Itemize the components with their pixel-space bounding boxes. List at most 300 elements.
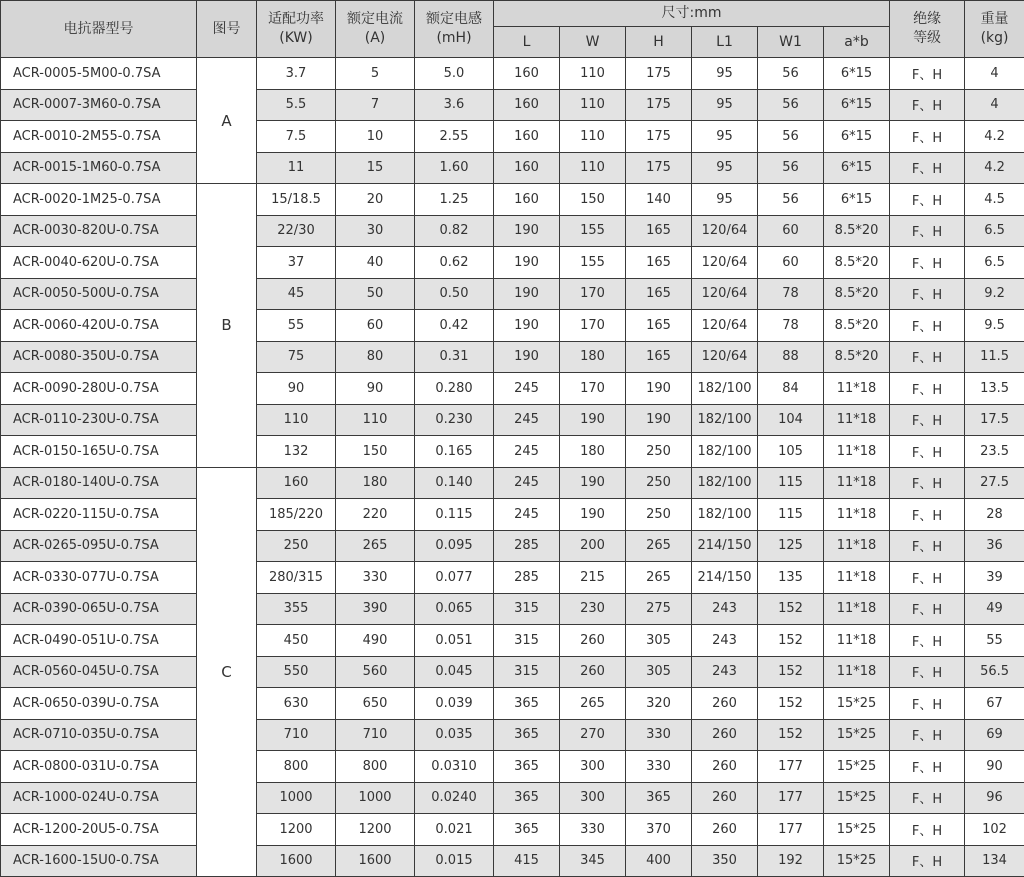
dim-ab-cell: 6*15 <box>824 58 890 90</box>
dim-ab-cell: 6*15 <box>824 89 890 121</box>
table-row <box>1 688 1024 720</box>
dim-L-cell: 365 <box>494 719 560 751</box>
insulation-cell: F、H <box>890 530 965 562</box>
inductance-cell: 0.31 <box>415 341 494 373</box>
current-cell: 1000 <box>336 782 415 814</box>
dim-L-cell: 285 <box>494 562 560 594</box>
dim-L-cell: 160 <box>494 58 560 90</box>
current-cell: 150 <box>336 436 415 468</box>
insulation-cell: F、H <box>890 845 965 877</box>
inductance-cell: 0.140 <box>415 467 494 499</box>
dim-L-cell: 190 <box>494 247 560 279</box>
model-cell: ACR-0010-2M55-0.7SA <box>1 121 197 153</box>
current-cell: 800 <box>336 751 415 783</box>
weight-cell: 13.5 <box>965 373 1024 405</box>
insulation-cell: F、H <box>890 436 965 468</box>
insulation-cell: F、H <box>890 782 965 814</box>
inductance-cell: 0.42 <box>415 310 494 342</box>
table-row <box>1 530 1024 562</box>
dim-L1-cell: 95 <box>692 89 758 121</box>
dim-ab-cell: 11*18 <box>824 625 890 657</box>
insulation-cell: F、H <box>890 89 965 121</box>
dim-W1-cell: 177 <box>758 782 824 814</box>
dim-L-cell: 315 <box>494 656 560 688</box>
dim-W-cell: 200 <box>560 530 626 562</box>
model-cell: ACR-0020-1M25-0.7SA <box>1 184 197 216</box>
dim-W1-cell: 104 <box>758 404 824 436</box>
weight-cell: 49 <box>965 593 1024 625</box>
dim-ab-cell: 15*25 <box>824 688 890 720</box>
current-cell: 1200 <box>336 814 415 846</box>
dim-L-cell: 190 <box>494 278 560 310</box>
dim-W1-cell: 177 <box>758 814 824 846</box>
insulation-cell: F、H <box>890 184 965 216</box>
dim-L-cell: 190 <box>494 215 560 247</box>
dim-ab-cell: 11*18 <box>824 530 890 562</box>
power-cell: 22/30 <box>257 215 336 247</box>
power-cell: 550 <box>257 656 336 688</box>
power-cell: 1200 <box>257 814 336 846</box>
power-cell: 37 <box>257 247 336 279</box>
insulation-cell: F、H <box>890 373 965 405</box>
dim-L1-cell: 95 <box>692 58 758 90</box>
dim-ab-cell: 15*25 <box>824 782 890 814</box>
header-dim-W1: W1 <box>758 27 824 58</box>
dim-W1-cell: 84 <box>758 373 824 405</box>
weight-cell: 6.5 <box>965 247 1024 279</box>
weight-cell: 56.5 <box>965 656 1024 688</box>
table-row <box>1 782 1024 814</box>
dim-H-cell: 370 <box>626 814 692 846</box>
model-cell: ACR-0050-500U-0.7SA <box>1 278 197 310</box>
dim-W1-cell: 56 <box>758 89 824 121</box>
header-dim-L1: L1 <box>692 27 758 58</box>
inductance-cell: 1.60 <box>415 152 494 184</box>
table-row <box>1 814 1024 846</box>
dim-W-cell: 300 <box>560 782 626 814</box>
power-cell: 5.5 <box>257 89 336 121</box>
table-row <box>1 89 1024 121</box>
current-cell: 710 <box>336 719 415 751</box>
weight-cell: 90 <box>965 751 1024 783</box>
dim-H-cell: 330 <box>626 751 692 783</box>
power-cell: 45 <box>257 278 336 310</box>
table-row <box>1 562 1024 594</box>
dim-L-cell: 245 <box>494 499 560 531</box>
header-power-label: 适配功率 <box>268 11 324 27</box>
inductance-cell: 0.62 <box>415 247 494 279</box>
insulation-cell: F、H <box>890 341 965 373</box>
current-cell: 30 <box>336 215 415 247</box>
dim-H-cell: 165 <box>626 215 692 247</box>
insulation-cell: F、H <box>890 310 965 342</box>
table-row <box>1 341 1024 373</box>
dim-H-cell: 175 <box>626 89 692 121</box>
header-current-label: 额定电流 <box>347 11 403 27</box>
dim-H-cell: 175 <box>626 121 692 153</box>
model-cell: ACR-0800-031U-0.7SA <box>1 751 197 783</box>
model-cell: ACR-0220-115U-0.7SA <box>1 499 197 531</box>
dim-L-cell: 285 <box>494 530 560 562</box>
inductance-cell: 0.077 <box>415 562 494 594</box>
power-cell: 75 <box>257 341 336 373</box>
dim-L-cell: 245 <box>494 373 560 405</box>
dim-H-cell: 165 <box>626 341 692 373</box>
insulation-cell: F、H <box>890 814 965 846</box>
dim-L-cell: 160 <box>494 184 560 216</box>
dim-ab-cell: 8.5*20 <box>824 341 890 373</box>
dim-L1-cell: 214/150 <box>692 530 758 562</box>
dim-H-cell: 250 <box>626 436 692 468</box>
dim-H-cell: 190 <box>626 404 692 436</box>
model-cell: ACR-0007-3M60-0.7SA <box>1 89 197 121</box>
dim-W-cell: 170 <box>560 278 626 310</box>
dim-W-cell: 170 <box>560 373 626 405</box>
header-power <box>257 1 336 58</box>
current-cell: 7 <box>336 89 415 121</box>
current-cell: 110 <box>336 404 415 436</box>
current-cell: 40 <box>336 247 415 279</box>
header-model-label: 电抗器型号 <box>63 20 134 37</box>
dim-W-cell: 260 <box>560 625 626 657</box>
model-cell: ACR-0560-045U-0.7SA <box>1 656 197 688</box>
dim-ab-cell: 11*18 <box>824 373 890 405</box>
table-row <box>1 278 1024 310</box>
dim-L-cell: 160 <box>494 152 560 184</box>
table-row <box>1 593 1024 625</box>
weight-cell: 96 <box>965 782 1024 814</box>
table-row <box>1 58 1024 90</box>
dim-W-cell: 190 <box>560 404 626 436</box>
table-body <box>1 58 1024 877</box>
dim-W1-cell: 88 <box>758 341 824 373</box>
power-cell: 55 <box>257 310 336 342</box>
model-cell: ACR-1200-20U5-0.7SA <box>1 814 197 846</box>
dim-W1-cell: 152 <box>758 688 824 720</box>
inductance-cell: 0.0310 <box>415 751 494 783</box>
dim-H-cell: 265 <box>626 562 692 594</box>
header-weight-label: 重量 <box>980 11 1009 27</box>
dim-W-cell: 260 <box>560 656 626 688</box>
header-current <box>336 1 415 58</box>
dim-W-cell: 180 <box>560 341 626 373</box>
dim-W-cell: 345 <box>560 845 626 877</box>
model-cell: ACR-0005-5M00-0.7SA <box>1 58 197 90</box>
dim-L1-cell: 243 <box>692 593 758 625</box>
insulation-cell: F、H <box>890 278 965 310</box>
inductance-cell: 0.039 <box>415 688 494 720</box>
dim-W-cell: 170 <box>560 310 626 342</box>
insulation-cell: F、H <box>890 593 965 625</box>
dim-ab-cell: 15*25 <box>824 845 890 877</box>
dim-ab-cell: 6*15 <box>824 121 890 153</box>
weight-cell: 55 <box>965 625 1024 657</box>
insulation-cell: F、H <box>890 467 965 499</box>
dim-ab-cell: 8.5*20 <box>824 278 890 310</box>
model-cell: ACR-0040-620U-0.7SA <box>1 247 197 279</box>
dim-ab-cell: 6*15 <box>824 152 890 184</box>
table-row <box>1 184 1024 216</box>
dim-ab-cell: 11*18 <box>824 656 890 688</box>
current-cell: 490 <box>336 625 415 657</box>
dim-H-cell: 265 <box>626 530 692 562</box>
dim-H-cell: 175 <box>626 152 692 184</box>
dim-L1-cell: 260 <box>692 814 758 846</box>
table-row <box>1 215 1024 247</box>
dim-L1-cell: 182/100 <box>692 436 758 468</box>
dim-L1-cell: 120/64 <box>692 341 758 373</box>
dim-L-cell: 365 <box>494 814 560 846</box>
dim-W-cell: 110 <box>560 58 626 90</box>
dim-W1-cell: 192 <box>758 845 824 877</box>
dim-W-cell: 270 <box>560 719 626 751</box>
insulation-cell: F、H <box>890 215 965 247</box>
weight-cell: 28 <box>965 499 1024 531</box>
insulation-cell: F、H <box>890 404 965 436</box>
dim-ab-cell: 6*15 <box>824 184 890 216</box>
power-cell: 1000 <box>257 782 336 814</box>
current-cell: 80 <box>336 341 415 373</box>
table-row <box>1 845 1024 877</box>
dim-W-cell: 110 <box>560 89 626 121</box>
header-insulation <box>890 1 965 58</box>
current-cell: 220 <box>336 499 415 531</box>
dim-L-cell: 160 <box>494 89 560 121</box>
dim-W-cell: 265 <box>560 688 626 720</box>
dim-ab-cell: 11*18 <box>824 467 890 499</box>
power-cell: 15/18.5 <box>257 184 336 216</box>
model-cell: ACR-0080-350U-0.7SA <box>1 341 197 373</box>
dim-L1-cell: 350 <box>692 845 758 877</box>
power-cell: 160 <box>257 467 336 499</box>
dim-H-cell: 275 <box>626 593 692 625</box>
model-cell: ACR-0650-039U-0.7SA <box>1 688 197 720</box>
dim-L1-cell: 260 <box>692 782 758 814</box>
dim-W1-cell: 152 <box>758 719 824 751</box>
dim-W1-cell: 115 <box>758 499 824 531</box>
dim-L1-cell: 95 <box>692 152 758 184</box>
dim-W1-cell: 177 <box>758 751 824 783</box>
dim-L1-cell: 243 <box>692 656 758 688</box>
current-cell: 560 <box>336 656 415 688</box>
dim-W1-cell: 56 <box>758 58 824 90</box>
insulation-cell: F、H <box>890 719 965 751</box>
dim-L1-cell: 120/64 <box>692 310 758 342</box>
table-row <box>1 121 1024 153</box>
inductance-cell: 0.051 <box>415 625 494 657</box>
table-row <box>1 656 1024 688</box>
dim-ab-cell: 8.5*20 <box>824 310 890 342</box>
header-dimensions <box>494 1 890 27</box>
dim-L1-cell: 95 <box>692 121 758 153</box>
weight-cell: 4.5 <box>965 184 1024 216</box>
power-cell: 355 <box>257 593 336 625</box>
power-cell: 630 <box>257 688 336 720</box>
power-cell: 110 <box>257 404 336 436</box>
dim-L-cell: 245 <box>494 436 560 468</box>
header-weight <box>965 1 1024 58</box>
model-cell: ACR-0090-280U-0.7SA <box>1 373 197 405</box>
weight-cell: 67 <box>965 688 1024 720</box>
table-row <box>1 373 1024 405</box>
inductance-cell: 0.095 <box>415 530 494 562</box>
power-cell: 450 <box>257 625 336 657</box>
current-cell: 180 <box>336 467 415 499</box>
weight-cell: 4 <box>965 58 1024 90</box>
power-cell: 710 <box>257 719 336 751</box>
dim-L-cell: 365 <box>494 751 560 783</box>
power-cell: 280/315 <box>257 562 336 594</box>
weight-cell: 4 <box>965 89 1024 121</box>
inductance-cell: 1.25 <box>415 184 494 216</box>
inductance-cell: 0.065 <box>415 593 494 625</box>
dim-H-cell: 175 <box>626 58 692 90</box>
dim-L1-cell: 182/100 <box>692 373 758 405</box>
current-cell: 50 <box>336 278 415 310</box>
power-cell: 800 <box>257 751 336 783</box>
table-row <box>1 467 1024 499</box>
power-cell: 250 <box>257 530 336 562</box>
dim-ab-cell: 15*25 <box>824 751 890 783</box>
dim-L-cell: 365 <box>494 688 560 720</box>
insulation-cell: F、H <box>890 121 965 153</box>
current-cell: 390 <box>336 593 415 625</box>
power-cell: 7.5 <box>257 121 336 153</box>
header-insulation-label: 绝缘 <box>913 11 942 27</box>
current-cell: 20 <box>336 184 415 216</box>
insulation-cell: F、H <box>890 499 965 531</box>
model-cell: ACR-0015-1M60-0.7SA <box>1 152 197 184</box>
inductance-cell: 0.50 <box>415 278 494 310</box>
current-cell: 10 <box>336 121 415 153</box>
dim-W1-cell: 135 <box>758 562 824 594</box>
dim-H-cell: 250 <box>626 467 692 499</box>
inductance-cell: 3.6 <box>415 89 494 121</box>
dim-W-cell: 300 <box>560 751 626 783</box>
model-cell: ACR-0265-095U-0.7SA <box>1 530 197 562</box>
dim-L1-cell: 214/150 <box>692 562 758 594</box>
current-cell: 1600 <box>336 845 415 877</box>
dim-ab-cell: 11*18 <box>824 562 890 594</box>
dim-L1-cell: 260 <box>692 751 758 783</box>
header-dim-W: W <box>560 27 626 58</box>
model-cell: ACR-0030-820U-0.7SA <box>1 215 197 247</box>
dim-L1-cell: 182/100 <box>692 499 758 531</box>
header-dimensions-label: 尺寸:mm <box>661 5 722 21</box>
table-row <box>1 310 1024 342</box>
header-weight-unit: (kg) <box>980 30 1009 46</box>
table-row <box>1 404 1024 436</box>
dim-W-cell: 190 <box>560 467 626 499</box>
weight-cell: 27.5 <box>965 467 1024 499</box>
dim-W1-cell: 56 <box>758 152 824 184</box>
power-cell: 132 <box>257 436 336 468</box>
model-cell: ACR-0060-420U-0.7SA <box>1 310 197 342</box>
dim-H-cell: 400 <box>626 845 692 877</box>
dim-L-cell: 315 <box>494 625 560 657</box>
table-row <box>1 436 1024 468</box>
dim-W1-cell: 105 <box>758 436 824 468</box>
dim-W1-cell: 56 <box>758 184 824 216</box>
dim-L1-cell: 120/64 <box>692 215 758 247</box>
dim-L-cell: 315 <box>494 593 560 625</box>
model-cell: ACR-1000-024U-0.7SA <box>1 782 197 814</box>
power-cell: 1600 <box>257 845 336 877</box>
dim-ab-cell: 11*18 <box>824 436 890 468</box>
power-cell: 185/220 <box>257 499 336 531</box>
current-cell: 15 <box>336 152 415 184</box>
table-row <box>1 719 1024 751</box>
inductance-cell: 0.82 <box>415 215 494 247</box>
inductance-cell: 0.230 <box>415 404 494 436</box>
dim-L1-cell: 243 <box>692 625 758 657</box>
dim-W-cell: 330 <box>560 814 626 846</box>
dim-W1-cell: 115 <box>758 467 824 499</box>
dim-ab-cell: 11*18 <box>824 593 890 625</box>
insulation-cell: F、H <box>890 562 965 594</box>
inductance-cell: 0.0240 <box>415 782 494 814</box>
dim-W-cell: 155 <box>560 247 626 279</box>
weight-cell: 4.2 <box>965 121 1024 153</box>
power-cell: 3.7 <box>257 58 336 90</box>
dim-H-cell: 250 <box>626 499 692 531</box>
insulation-cell: F、H <box>890 688 965 720</box>
dim-W1-cell: 152 <box>758 625 824 657</box>
inductance-cell: 0.165 <box>415 436 494 468</box>
weight-cell: 11.5 <box>965 341 1024 373</box>
figure-cell: C <box>197 467 257 877</box>
dim-L1-cell: 182/100 <box>692 467 758 499</box>
weight-cell: 4.2 <box>965 152 1024 184</box>
dim-L-cell: 245 <box>494 404 560 436</box>
dim-W1-cell: 60 <box>758 215 824 247</box>
weight-cell: 36 <box>965 530 1024 562</box>
dim-W1-cell: 152 <box>758 656 824 688</box>
model-cell: ACR-0710-035U-0.7SA <box>1 719 197 751</box>
dim-L-cell: 245 <box>494 467 560 499</box>
weight-cell: 102 <box>965 814 1024 846</box>
dim-L-cell: 160 <box>494 121 560 153</box>
current-cell: 90 <box>336 373 415 405</box>
current-cell: 650 <box>336 688 415 720</box>
dim-H-cell: 365 <box>626 782 692 814</box>
figure-cell: A <box>197 58 257 184</box>
header-power-unit: (KW) <box>279 30 313 46</box>
insulation-cell: F、H <box>890 751 965 783</box>
table-row <box>1 625 1024 657</box>
table-row <box>1 152 1024 184</box>
dim-W1-cell: 152 <box>758 593 824 625</box>
dim-H-cell: 190 <box>626 373 692 405</box>
header-dim-ab: a*b <box>824 27 890 58</box>
insulation-cell: F、H <box>890 625 965 657</box>
inductance-cell: 0.280 <box>415 373 494 405</box>
dim-L1-cell: 182/100 <box>692 404 758 436</box>
dim-H-cell: 165 <box>626 247 692 279</box>
table-header <box>1 1 1024 58</box>
weight-cell: 9.2 <box>965 278 1024 310</box>
dim-L1-cell: 260 <box>692 688 758 720</box>
insulation-cell: F、H <box>890 656 965 688</box>
dim-W1-cell: 125 <box>758 530 824 562</box>
model-cell: ACR-0390-065U-0.7SA <box>1 593 197 625</box>
inductance-cell: 0.035 <box>415 719 494 751</box>
table-row <box>1 751 1024 783</box>
model-cell: ACR-0150-165U-0.7SA <box>1 436 197 468</box>
table-row <box>1 247 1024 279</box>
dim-L-cell: 415 <box>494 845 560 877</box>
header-dim-H: H <box>626 27 692 58</box>
